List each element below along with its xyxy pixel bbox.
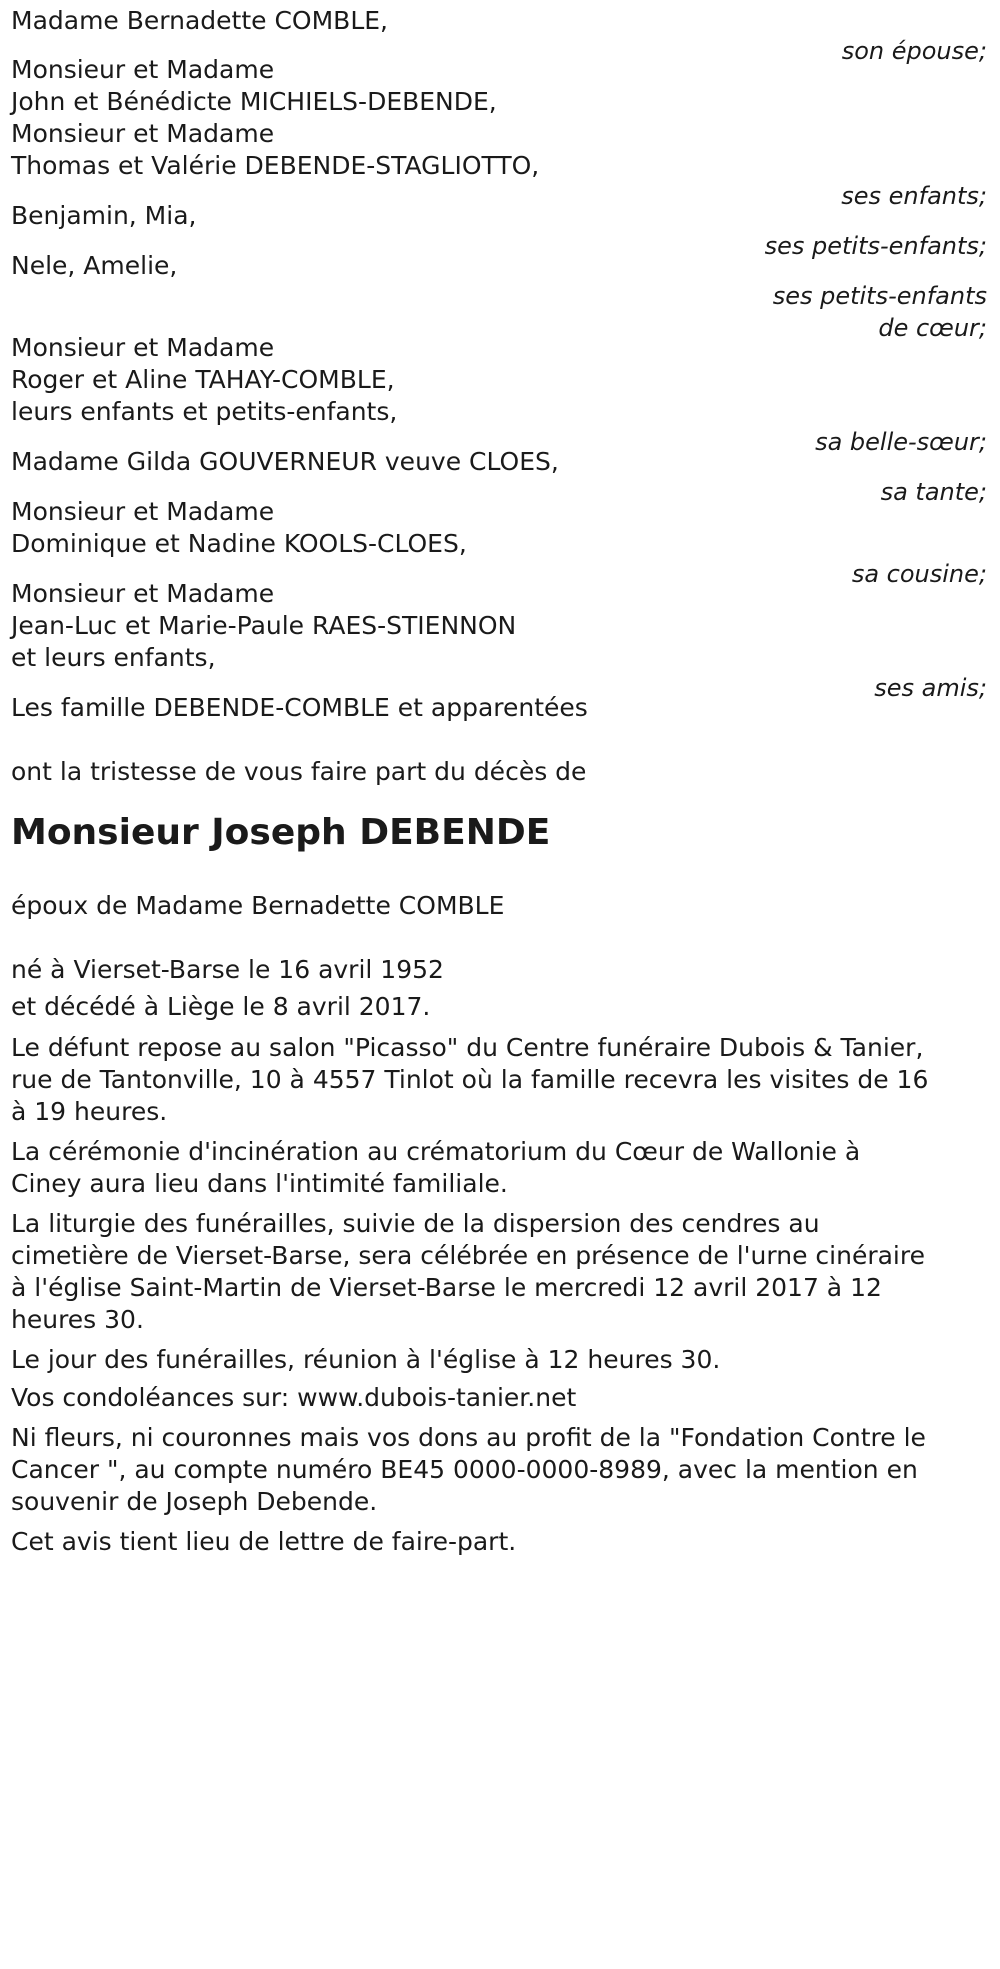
paragraph-3-line-1: La liturgie des funérailles, suivie de la dispersion des cendres au [11,1209,820,1238]
sister-in-law-line-1: Monsieur et Madame [11,333,275,362]
paragraph-2-line-1: La cérémonie d'incinération au crématorium du Cœur de Wallonie à [11,1137,861,1166]
birth-line: né à Vierset-Barse le 16 avril 1952 [11,955,444,984]
children-line-1: Monsieur et Madame [11,55,275,84]
friends-relation: ses amis; [874,674,987,702]
paragraph-1-line-1: Le défunt repose au salon "Picasso" du Centre funéraire Dubois & Tanier, [11,1033,924,1062]
paragraph-6-line-3: souvenir de Joseph Debende. [11,1487,378,1516]
sister-in-law-relation: sa belle-sœur; [815,428,987,456]
deceased-name: Monsieur Joseph DEBENDE [11,812,551,853]
children-line-4: Thomas et Valérie DEBENDE-STAGLIOTTO, [11,151,540,180]
sister-in-law-line-3: leurs enfants et petits-enfants, [11,397,398,426]
heart-grandchildren-relation-line-1: ses petits-enfants [772,282,987,310]
heart-grandchildren-relation-line-2: de cœur; [878,314,987,342]
friends-line-1: Monsieur et Madame [11,579,275,608]
aunt-name: Madame Gilda GOUVERNEUR veuve CLOES, [11,447,559,476]
closing-line: Cet avis tient lieu de lettre de faire-part. [11,1527,517,1556]
announcement: ont la tristesse de vous faire part du décès de [11,757,587,786]
paragraph-3-line-4: heures 30. [11,1305,144,1334]
children-line-2: John et Bénédicte MICHIELS-DEBENDE, [11,87,497,116]
children-relation: ses enfants; [841,182,987,210]
spouse-relation: son épouse; [841,37,987,65]
families-line: Les famille DEBENDE-COMBLE et apparentées [11,693,588,722]
paragraph-4-line-1: Le jour des funérailles, réunion à l'église à 12 heures 30. [11,1345,721,1374]
cousin-line-2: Dominique et Nadine KOOLS-CLOES, [11,529,467,558]
spouse-of: époux de Madame Bernadette COMBLE [11,891,505,920]
sister-in-law-line-2: Roger et Aline TAHAY-COMBLE, [11,365,395,394]
paragraph-6-line-2: Cancer ", au compte numéro BE45 0000-0000-8989, avec la mention en [11,1455,918,1484]
friends-line-3: et leurs enfants, [11,643,216,672]
aunt-relation: sa tante; [880,478,987,506]
paragraph-2-line-2: Ciney aura lieu dans l'intimité familiale. [11,1169,508,1198]
spouse-name: Madame Bernadette COMBLE, [11,6,389,35]
condolences-line: Vos condoléances sur: www.dubois-tanier.net [11,1383,577,1412]
paragraph-3-line-3: à l'église Saint-Martin de Vierset-Barse le mercredi 12 avril 2017 à 12 [11,1273,882,1302]
friends-line-2: Jean-Luc et Marie-Paule RAES-STIENNON [11,611,517,640]
death-line: et décédé à Liège le 8 avril 2017. [11,992,431,1021]
paragraph-1-line-3: à 19 heures. [11,1097,168,1126]
grandchildren-relation: ses petits-enfants; [764,232,987,260]
grandchildren-names: Benjamin, Mia, [11,201,197,230]
paragraph-1-line-2: rue de Tantonville, 10 à 4557 Tinlot où la famille recevra les visites de 16 [11,1065,929,1094]
heart-grandchildren-names: Nele, Amelie, [11,251,178,280]
paragraph-3-line-2: cimetière de Vierset-Barse, sera célébrée en présence de l'urne cinéraire [11,1241,925,1270]
paragraph-6-line-1: Ni fleurs, ni couronnes mais vos dons au profit de la "Fondation Contre le [11,1423,926,1452]
cousin-line-1: Monsieur et Madame [11,497,275,526]
cousin-relation: sa cousine; [851,560,987,588]
children-line-3: Monsieur et Madame [11,119,275,148]
